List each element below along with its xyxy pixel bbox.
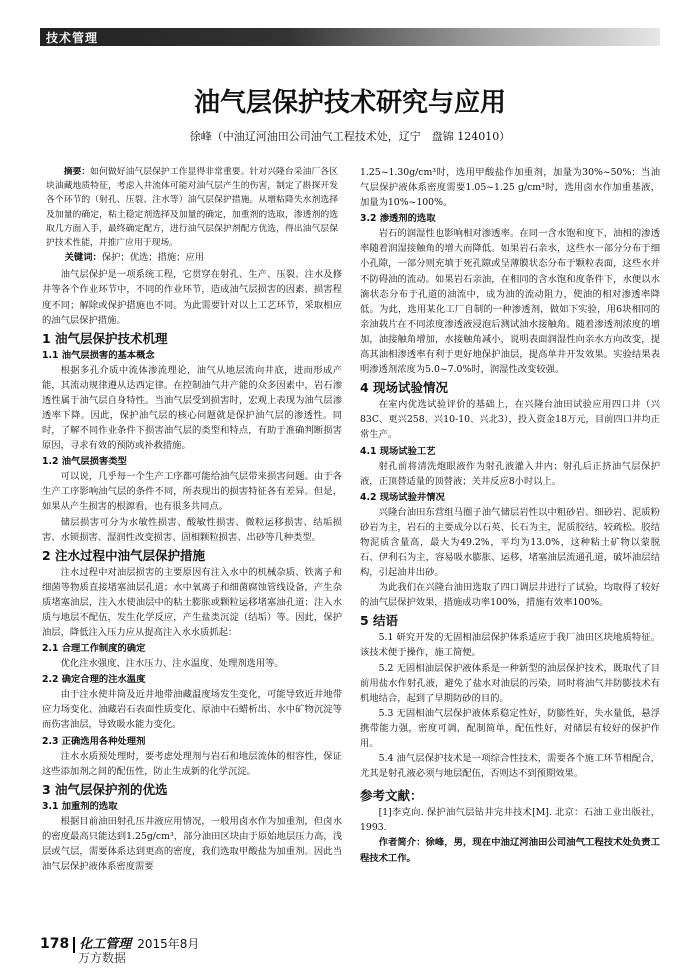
- paragraph: 储层损害可分为水敏性损害、酸敏性损害、微粒运移损害、结垢损害、水锁损害、湿润性改变损害、固相颗粒损害、出砂等几种类型。: [42, 516, 342, 543]
- right-column: [360, 165, 660, 866]
- references-heading: 参考文献：: [360, 788, 423, 804]
- section-label: 技术管理: [46, 31, 99, 45]
- subsection-heading-2-3: 2.3 正确选用各种处理剂: [42, 735, 146, 747]
- subsection-heading-4-1: 4.1 现场试验工艺: [360, 445, 436, 457]
- paragraph: 在室内优选试验评价的基础上，在兴隆台油田试验应用四口井（兴83C、更兴258、兴10-10、兴北3），投入资金18万元，目前四口井均正常生产。: [360, 399, 660, 441]
- paragraph: 根据目前油田射孔压井液应用情况，一般用卤水作为加重剂，但卤水的密度最高只能达到1.25g/cm³，部分油田区块由于原始地层压力高，浅层或气层，需要体系达到更高的密度，我们选取甲酸盐为加重剂。因此当油气层保护液体系密度需要: [42, 815, 342, 873]
- subsection-heading-3-2: 3.2 渗透剂的选取: [360, 213, 436, 225]
- footer-divider: [73, 937, 75, 953]
- keywords-text: 保护；优选；措施；应用: [101, 252, 205, 264]
- paragraph: 为此我们在兴隆台油田选取了四口调层井进行了试验，均取得了较好的油气层保护效果，措施成功率100%，措施有效率100%。: [360, 582, 660, 609]
- journal-name: 化工管理: [79, 937, 132, 952]
- paragraph: 5.2 无固相油层保护液体系是一种新型的油层保护技术，既取代了目前用盐水作射孔液，避免了盐水对油层的污染，同时将油气井防膨技术有机地结合，起到了早期防砂的目的。: [360, 662, 660, 704]
- paragraph: 5.3 无固相油气层保护液体系稳定性好，防膨性好，失水量低，悬浮携带能力强，密度可调，配制简单，配伍性好，对储层有较好的保护作用。: [360, 707, 660, 749]
- subsection-heading-3-1: 3.1 加重剂的选取: [42, 800, 118, 812]
- issue-date: 2015年8月: [137, 937, 200, 951]
- paragraph: 5.4 油气层保护技术是一项综合性技术，需要各个施工环节相配合，尤其是射孔液必须与地层配伍，否则达不到预期效果。: [360, 753, 660, 780]
- left-column: [42, 165, 342, 874]
- paragraph: 优化注水强度、注水压力、注水温度、处理剂选用等。: [60, 658, 284, 670]
- section-heading-3: 3 油气层保护剂的优选: [42, 781, 168, 797]
- intro-paragraph: 油气层保护是一项系统工程，它贯穿在射孔、生产、压裂、注水及修井等各个作业环节中，不同的作业环节，造成油气层损害的因素、损害程度不同；解除或保护措施也不同。为此需要针对以上工艺环节，采取相应的油气层保护措施。: [42, 269, 342, 326]
- paragraph: 1.25~1.30g/cm³时，选用甲酸盐作加重剂，加量为30%~50%；当油气层保护液体系密度需要1.05~1.25 g/cm³时，选用卤水作加重基液，加量为10%~100%。: [360, 167, 660, 209]
- author-line: 徐峰（中油辽河油田公司油气工程技术处，辽宁 盘锦 124010）: [189, 130, 511, 143]
- references: [360, 787, 660, 865]
- reference-item: [1]李克向. 保护油气层钻井完井技术[M]. 北京：石油工业出版社，1993.: [360, 807, 660, 834]
- page-number: 178: [40, 936, 70, 952]
- subsection-heading-4-2: 4.2 现场试验井情况: [360, 491, 445, 503]
- paragraph: 兴隆台油田东营组马圈子油气储层岩性以中粗砂岩、细砂岩、泥质粉砂岩为主，岩石的主要成分以石英、长石为主，泥质胶结，较疏松。胶结物泥质含量高，最大为49.2%，平均为13.0%，这种粘土矿物以蒙脱石、伊利石为主，容易吸水膨胀、运移，堵塞油层流通孔道，破坏油层结构，引起油井出砂。: [360, 506, 660, 579]
- section-header-bar: [40, 28, 660, 46]
- paragraph: 由于注水使井筒及近井地带油藏温度场发生变化，可能导致近井地带应力场变化、油藏岩石表面性质变化、原油中石蜡析出、水中矿物沉淀等而伤害油层，导致吸水能力变化。: [42, 689, 342, 731]
- keywords-label: 关键词：: [64, 252, 102, 264]
- bio-label: 作者简介：: [378, 837, 426, 849]
- watermark-text: 万方数据: [78, 951, 127, 965]
- paragraph: 根据多孔介质中流体渗流理论，油气从地层流向井底，进而形成产能，其流动规律遵从达西定律。在控制油气井产能的众多因素中，岩石渗透性属于油气层自身特性。当油气层受到损害时，宏观上表现为油气层渗透率下降。因此，保护油气层的核心问题就是保护油气层的渗透性。同时，了解不同作业条件下损害油气层的类型和特点，有助于准确判断损害原因，寻求有效的预防或补救措施。: [42, 364, 342, 452]
- paragraph: 可以说，几乎每一个生产工序都可能给油气层带来损害问题。由于各生产工序影响油气层的条件不同，所表现出的损害特征各有差异。但是，如果从产生损害的根源看，也有很多共同点。: [42, 471, 342, 513]
- section-heading-5: 5 结语: [360, 613, 399, 629]
- abstract-text: 如何做好油气层保护工作显得非常重要。针对兴隆台采油厂各区块油藏地质特征，考虑入井流体可能对油气层产生的伤害，制定了斟探开发各个环节的（射孔、压裂、注水等）油气层保护措施。从增粘降失水剂选择及加量的确定，粘土稳定剂选择及加量的确定，加重剂的选取，渗透剂的选取几方面入手，最终确定配方，进行油气层保护剂配方优选，得出油气层保护技术性能，并推广应用于现场。: [46, 167, 338, 249]
- paragraph: 射孔前将清洗炮眼液作为射孔液灌入井内；射孔后正挤油气层保护液，正顶替适量的顶替液；关井反应8小时以上。: [360, 460, 660, 487]
- paragraph: 5.1 研究开发的无固相油层保护体系适应于我厂油田区块地质特征。该技术便于操作，施工简便。: [360, 632, 660, 659]
- subsection-heading-1-1: 1.1 油气层损害的基本概念: [42, 349, 155, 361]
- abstract: [42, 165, 342, 250]
- paragraph: 注水水质预处理时，要考虑处理剂与岩石和地层流体的相容性，保证这些添加剂之间的配伍性，防止生成新的化学沉淀。: [42, 750, 342, 777]
- paragraph: 岩石的润湿性也影响相对渗透率。在同一含水饱和度下，油相的渗透率随着润湿接触角的增大而降低。如果岩石亲水，这些水一部分分布于细小孔隙，一部分则充填于死孔隙或呈薄膜状态分布于颗粒表面，这些水并不防碍油的流动。如果岩石亲油，在相同的含水饱和度条件下，水便以水滴状态分布于孔道的油流中，成为油的流动阻力，使油的相对渗透率降低。为此，选用某化工厂自制的一种渗透剂，做如下实验，用6块相同的亲油载片在不同浓度渗透液浸泡后测试油水接触角。随着渗透剂浓度的增加，油接触角增加，水接触角减小，说明表面润湿性向亲水方向改变，提高其油相渗透率有利于更好地保护油层，提高单井开发效果。实验结果表明渗透剂浓度为5.0~7.0%时，润湿性改变较强。: [360, 228, 660, 376]
- section-heading-1: 1 油气层保护技术机理: [42, 330, 168, 346]
- section-heading-2: 2 注水过程中油气层保护措施: [42, 547, 206, 563]
- subsection-heading-2-2: 2.2 确定合理的注水温度: [42, 674, 146, 686]
- author-bio: [360, 835, 660, 865]
- keywords: [42, 250, 342, 265]
- subsection-heading-1-2: 1.2 油气层损害类型: [42, 456, 127, 468]
- paragraph: 注水过程中对油层损害的主要原因有注入水中的机械杂质、铁离子和细菌等物质直接堵塞油层孔道；水中氧离子和细菌腐蚀管线设备，产生杂质堵塞油层，注入水使油层中的粘土膨胀或颗粒运移堵塞油孔道；注入水质与地层不配伍，发生化学反应，产生盐类沉淀（结垢）等。因此，保护油层，降低注入压力应从提高注入水水质抓起：: [42, 566, 342, 639]
- article-title: 油气层保护技术研究与应用: [193, 88, 506, 118]
- subsection-heading-2-1: 2.1 合理工作制度的确定: [42, 643, 146, 655]
- bio-text: 徐峰，男，现在中油辽河油田公司油气工程技术处负责工程技术工作。: [360, 837, 660, 864]
- abstract-label: 摘要：: [63, 167, 91, 177]
- section-heading-4: 4 现场试验情况: [360, 380, 449, 396]
